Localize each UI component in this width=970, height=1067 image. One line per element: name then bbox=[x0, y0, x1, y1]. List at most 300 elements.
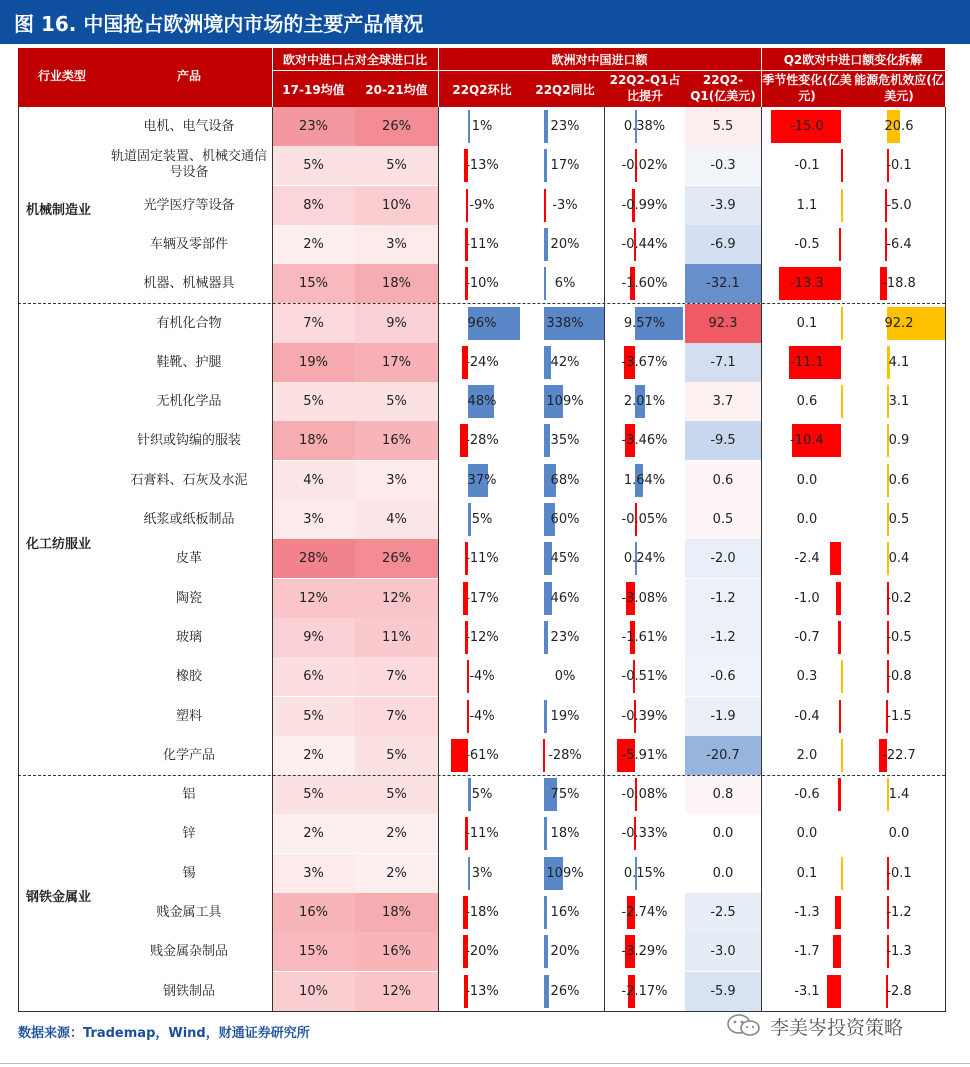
cell-season bbox=[761, 107, 853, 146]
cell-qoq bbox=[438, 972, 526, 1011]
cell-s1 bbox=[272, 893, 355, 932]
header-decomp-group: Q2欧对中进口额变化拆解 bbox=[783, 53, 923, 67]
season-value: 0.0 bbox=[796, 512, 818, 527]
header-share-2021: 20-21均值 bbox=[365, 83, 428, 97]
cell-s1 bbox=[272, 972, 355, 1011]
yoy-value: 23% bbox=[550, 119, 580, 134]
s2-value: 7% bbox=[386, 708, 407, 724]
energy-value: 20.6 bbox=[884, 119, 914, 134]
season-value: 0.1 bbox=[796, 865, 818, 881]
qoq-value: 3% bbox=[471, 865, 493, 881]
yoy-value: 26% bbox=[550, 983, 580, 999]
cell-s1 bbox=[272, 264, 355, 303]
qoq-value: -18% bbox=[465, 905, 499, 920]
cell-product bbox=[106, 343, 272, 382]
cell-product bbox=[106, 736, 272, 775]
qoq-value: -4% bbox=[469, 708, 495, 724]
cell-qoq bbox=[438, 697, 526, 736]
cell-diff bbox=[685, 697, 761, 736]
cell-qoq bbox=[438, 107, 526, 146]
product-value: 无机化学品 bbox=[156, 394, 222, 410]
yoy-value: 20% bbox=[550, 236, 580, 252]
s1-value: 5% bbox=[303, 708, 324, 724]
cell-s2 bbox=[355, 736, 438, 775]
s1-value: 10% bbox=[299, 983, 328, 999]
diff-value: 5.5 bbox=[712, 119, 734, 134]
cell-s2 bbox=[355, 500, 438, 539]
header-industry: 行业类型 bbox=[37, 69, 86, 83]
cell-qoq bbox=[438, 146, 526, 185]
table-row bbox=[18, 500, 945, 539]
cell-qoq bbox=[438, 343, 526, 382]
table-row bbox=[18, 657, 945, 696]
diff-value: -32.1 bbox=[706, 276, 740, 292]
table-body bbox=[18, 107, 945, 1011]
cell-season bbox=[761, 382, 853, 421]
cell-season bbox=[761, 657, 853, 696]
cell-yoy bbox=[526, 146, 604, 185]
industry-label-metals: 钢铁金属业 bbox=[26, 890, 92, 905]
product-value: 贱金属杂制品 bbox=[149, 944, 228, 960]
cell-diff bbox=[685, 736, 761, 775]
cell-sc bbox=[604, 814, 685, 853]
yoy-value: 6% bbox=[554, 276, 576, 292]
s1-value: 5% bbox=[303, 787, 324, 803]
energy-value: -2.8 bbox=[886, 983, 912, 999]
qoq-value: 37% bbox=[467, 472, 497, 488]
cell-season bbox=[761, 972, 853, 1011]
cell-diff bbox=[685, 146, 761, 185]
cell-yoy bbox=[526, 500, 604, 539]
s1-value: 3% bbox=[303, 512, 324, 527]
qoq-value: -24% bbox=[465, 354, 499, 370]
cell-s1 bbox=[272, 382, 355, 421]
diff-value: 0.6 bbox=[712, 472, 734, 488]
cell-s2 bbox=[355, 382, 438, 421]
sc-value: 1.64% bbox=[623, 472, 666, 488]
table-header bbox=[18, 48, 945, 107]
cell-s2 bbox=[355, 107, 438, 146]
cell-s2 bbox=[355, 618, 438, 657]
diff-value: 0.0 bbox=[712, 826, 734, 842]
table-row bbox=[18, 736, 945, 775]
table-row bbox=[18, 343, 945, 382]
cell-yoy bbox=[526, 657, 604, 696]
cell-qoq bbox=[438, 539, 526, 578]
cell-s1 bbox=[272, 814, 355, 853]
cell-product bbox=[106, 854, 272, 893]
wechat-icon bbox=[726, 1013, 762, 1037]
cell-yoy bbox=[526, 421, 604, 460]
s2-value: 17% bbox=[382, 354, 411, 370]
cell-energy bbox=[853, 657, 945, 696]
cell-energy bbox=[853, 343, 945, 382]
s1-value: 15% bbox=[299, 276, 328, 292]
table-row bbox=[18, 382, 945, 421]
cell-diff bbox=[685, 618, 761, 657]
energy-value: 3.1 bbox=[888, 394, 910, 410]
product-value: 陶瓷 bbox=[175, 590, 202, 606]
qoq-value: -28% bbox=[465, 433, 499, 449]
season-value: -11.1 bbox=[790, 354, 824, 370]
cell-s2 bbox=[355, 225, 438, 264]
cell-s1 bbox=[272, 618, 355, 657]
s1-value: 9% bbox=[303, 629, 324, 645]
season-value: -10.4 bbox=[790, 433, 824, 449]
sc-value: 2.01% bbox=[623, 394, 666, 410]
cell-sc bbox=[604, 304, 685, 343]
energy-value: -0.1 bbox=[886, 865, 912, 881]
product-value: 化学产品 bbox=[162, 747, 215, 763]
cell-qoq bbox=[438, 461, 526, 500]
product-value: 车辆及零部件 bbox=[149, 236, 228, 252]
cell-energy bbox=[853, 736, 945, 775]
yoy-value: 68% bbox=[550, 472, 580, 488]
cell-s2 bbox=[355, 186, 438, 225]
cell-yoy bbox=[526, 382, 604, 421]
season-value: 0.0 bbox=[796, 472, 818, 488]
season-value: 1.1 bbox=[796, 197, 818, 213]
cell-season bbox=[761, 697, 853, 736]
cell-s2 bbox=[355, 697, 438, 736]
cell-season bbox=[761, 304, 853, 343]
cell-sc bbox=[604, 932, 685, 971]
s1-value: 4% bbox=[303, 472, 324, 488]
qoq-value: -11% bbox=[465, 826, 499, 842]
table-row bbox=[18, 539, 945, 578]
cell-season bbox=[761, 264, 853, 303]
cell-product bbox=[106, 972, 272, 1011]
table-row bbox=[18, 697, 945, 736]
energy-value: -0.5 bbox=[886, 629, 912, 645]
s1-value: 18% bbox=[299, 433, 328, 449]
season-value: 0.3 bbox=[796, 669, 818, 685]
energy-value: 0.4 bbox=[888, 551, 910, 567]
s2-value: 12% bbox=[382, 590, 411, 606]
qoq-value: -20% bbox=[465, 944, 499, 960]
season-value: -15.0 bbox=[790, 119, 824, 134]
product-value: 石膏料、石灰及水泥 bbox=[130, 472, 248, 488]
season-value: -1.0 bbox=[794, 590, 820, 606]
energy-value: -1.3 bbox=[886, 944, 912, 960]
sc-value: -0.33% bbox=[621, 826, 668, 842]
sc-value: 0.38% bbox=[623, 119, 666, 134]
cell-diff bbox=[685, 264, 761, 303]
cell-yoy bbox=[526, 618, 604, 657]
table-row bbox=[18, 421, 945, 460]
diff-value: -2.0 bbox=[710, 551, 736, 567]
sc-value: -0.08% bbox=[621, 787, 668, 803]
cell-diff bbox=[685, 657, 761, 696]
cell-diff bbox=[685, 461, 761, 500]
energy-value: 0.5 bbox=[888, 512, 910, 527]
cell-qoq bbox=[438, 579, 526, 618]
diff-value: -0.6 bbox=[710, 669, 736, 685]
cell-yoy bbox=[526, 893, 604, 932]
cell-energy bbox=[853, 461, 945, 500]
cell-season bbox=[761, 814, 853, 853]
cell-s1 bbox=[272, 107, 355, 146]
diff-value: -9.5 bbox=[710, 433, 736, 449]
qoq-value: 48% bbox=[467, 394, 497, 410]
cell-s1 bbox=[272, 225, 355, 264]
cell-diff bbox=[685, 814, 761, 853]
s2-value: 12% bbox=[382, 983, 411, 999]
cell-product bbox=[106, 304, 272, 343]
season-value: -0.1 bbox=[794, 158, 820, 174]
cell-sc bbox=[604, 186, 685, 225]
cell-sc bbox=[604, 264, 685, 303]
product-value: 橡胶 bbox=[175, 669, 202, 685]
cell-diff bbox=[685, 225, 761, 264]
cell-sc bbox=[604, 225, 685, 264]
season-value: -1.7 bbox=[794, 944, 820, 960]
cell-energy bbox=[853, 186, 945, 225]
cell-s1 bbox=[272, 579, 355, 618]
product-value: 皮革 bbox=[175, 551, 202, 567]
sc-value: -1.61% bbox=[621, 629, 668, 645]
cell-season bbox=[761, 854, 853, 893]
yoy-value: 42% bbox=[550, 354, 580, 370]
cell-product bbox=[106, 264, 272, 303]
cell-qoq bbox=[438, 618, 526, 657]
cell-product bbox=[106, 225, 272, 264]
cell-season bbox=[761, 421, 853, 460]
cell-sc bbox=[604, 972, 685, 1011]
cell-s2 bbox=[355, 814, 438, 853]
s2-value: 9% bbox=[386, 315, 407, 331]
cell-energy bbox=[853, 579, 945, 618]
cell-diff bbox=[685, 343, 761, 382]
qoq-value: 5% bbox=[471, 512, 493, 527]
sc-value: 0.15% bbox=[623, 865, 666, 881]
cell-product bbox=[106, 107, 272, 146]
cell-diff bbox=[685, 382, 761, 421]
s2-value: 5% bbox=[386, 394, 407, 410]
sc-value: -0.51% bbox=[621, 669, 668, 685]
product-value: 轨道固定装置、机械交通信号设备 bbox=[110, 149, 267, 181]
cell-s2 bbox=[355, 893, 438, 932]
cell-s1 bbox=[272, 421, 355, 460]
cell-qoq bbox=[438, 893, 526, 932]
cell-energy bbox=[853, 264, 945, 303]
cell-product bbox=[106, 539, 272, 578]
cell-s1 bbox=[272, 500, 355, 539]
cell-qoq bbox=[438, 814, 526, 853]
header-season: 季节性变化(亿美元) bbox=[762, 73, 852, 103]
cell-yoy bbox=[526, 697, 604, 736]
cell-season bbox=[761, 146, 853, 185]
cell-season bbox=[761, 343, 853, 382]
cell-s2 bbox=[355, 304, 438, 343]
s2-value: 5% bbox=[386, 747, 407, 763]
cell-diff bbox=[685, 579, 761, 618]
cell-product bbox=[106, 500, 272, 539]
s1-value: 5% bbox=[303, 158, 324, 174]
cell-yoy bbox=[526, 461, 604, 500]
qoq-value: -11% bbox=[465, 551, 499, 567]
product-value: 针织或钩编的服装 bbox=[136, 433, 241, 449]
header-import-group: 欧洲对中国进口额 bbox=[551, 53, 648, 67]
season-value: 0.1 bbox=[796, 315, 818, 331]
cell-yoy bbox=[526, 225, 604, 264]
cell-yoy bbox=[526, 932, 604, 971]
cell-energy bbox=[853, 421, 945, 460]
cell-yoy bbox=[526, 814, 604, 853]
s2-value: 10% bbox=[382, 197, 411, 213]
cell-s1 bbox=[272, 657, 355, 696]
cell-sc bbox=[604, 736, 685, 775]
cell-diff bbox=[685, 107, 761, 146]
season-value: -0.7 bbox=[794, 629, 820, 645]
cell-sc bbox=[604, 146, 685, 185]
yoy-value: 45% bbox=[550, 551, 580, 567]
cell-qoq bbox=[438, 775, 526, 814]
s2-value: 2% bbox=[386, 826, 407, 842]
industry-label-machinery: 机械制造业 bbox=[26, 203, 92, 218]
cell-s2 bbox=[355, 343, 438, 382]
product-value: 电机、电气设备 bbox=[143, 119, 235, 134]
s1-value: 16% bbox=[299, 905, 328, 920]
cell-s1 bbox=[272, 461, 355, 500]
energy-value: 92.2 bbox=[884, 315, 914, 331]
table-row bbox=[18, 854, 945, 893]
s2-value: 18% bbox=[382, 276, 411, 292]
header-share-change: 22Q2-Q1占比提升 bbox=[609, 73, 681, 103]
yoy-value: 46% bbox=[550, 590, 580, 606]
table-row bbox=[18, 775, 945, 814]
diff-value: -3.9 bbox=[710, 197, 736, 213]
energy-value: -18.8 bbox=[882, 276, 916, 292]
cell-sc bbox=[604, 539, 685, 578]
cell-diff bbox=[685, 893, 761, 932]
sc-value: -3.67% bbox=[621, 354, 668, 370]
cell-qoq bbox=[438, 932, 526, 971]
cell-s2 bbox=[355, 461, 438, 500]
diff-value: -0.3 bbox=[710, 158, 736, 174]
cell-qoq bbox=[438, 225, 526, 264]
cell-qoq bbox=[438, 736, 526, 775]
cell-diff bbox=[685, 186, 761, 225]
energy-value: -0.1 bbox=[886, 158, 912, 174]
yoy-value: 35% bbox=[550, 433, 580, 449]
season-value: -0.4 bbox=[794, 708, 820, 724]
cell-energy bbox=[853, 539, 945, 578]
product-value: 锌 bbox=[182, 826, 196, 842]
cell-s1 bbox=[272, 343, 355, 382]
season-value: -1.3 bbox=[794, 905, 820, 920]
qoq-value: -11% bbox=[465, 236, 499, 252]
sc-value: -2.17% bbox=[621, 983, 668, 999]
qoq-value: -13% bbox=[465, 983, 499, 999]
cell-energy bbox=[853, 775, 945, 814]
s1-value: 7% bbox=[303, 315, 324, 331]
s1-value: 8% bbox=[303, 197, 324, 213]
yoy-value: 20% bbox=[550, 944, 580, 960]
cell-sc bbox=[604, 893, 685, 932]
cell-sc bbox=[604, 500, 685, 539]
cell-qoq bbox=[438, 382, 526, 421]
diff-value: -7.1 bbox=[710, 354, 736, 370]
season-value: -2.4 bbox=[794, 551, 820, 567]
energy-value: 0.0 bbox=[888, 826, 910, 842]
energy-value: -5.0 bbox=[886, 197, 912, 213]
product-value: 玻璃 bbox=[175, 629, 202, 645]
cell-energy bbox=[853, 382, 945, 421]
cell-product bbox=[106, 382, 272, 421]
cell-product bbox=[106, 775, 272, 814]
cell-qoq bbox=[438, 186, 526, 225]
product-value: 贱金属工具 bbox=[156, 905, 222, 920]
sc-value: -1.60% bbox=[621, 276, 668, 292]
cell-energy bbox=[853, 304, 945, 343]
cell-qoq bbox=[438, 421, 526, 460]
yoy-value: 18% bbox=[550, 826, 580, 842]
header-energy: 能源危机效应(亿美元) bbox=[854, 73, 944, 103]
table-row bbox=[18, 814, 945, 853]
sc-value: -3.46% bbox=[621, 433, 668, 449]
cell-sc bbox=[604, 697, 685, 736]
cell-product bbox=[106, 186, 272, 225]
cell-diff bbox=[685, 500, 761, 539]
cell-s2 bbox=[355, 932, 438, 971]
s1-value: 6% bbox=[303, 669, 324, 685]
sc-value: 9.57% bbox=[623, 315, 666, 331]
cell-season bbox=[761, 618, 853, 657]
diff-value: -2.5 bbox=[710, 905, 736, 920]
cell-product bbox=[106, 618, 272, 657]
energy-value: -0.8 bbox=[886, 669, 912, 685]
cell-qoq bbox=[438, 500, 526, 539]
energy-value: -1.5 bbox=[886, 708, 912, 724]
s1-value: 3% bbox=[303, 865, 324, 881]
cell-diff bbox=[685, 304, 761, 343]
cell-energy bbox=[853, 972, 945, 1011]
season-value: -13.3 bbox=[790, 276, 824, 292]
cell-season bbox=[761, 461, 853, 500]
sc-value: -5.91% bbox=[621, 747, 668, 763]
cell-season bbox=[761, 736, 853, 775]
header-product: 产品 bbox=[176, 69, 201, 83]
energy-value: -1.2 bbox=[886, 905, 912, 920]
sc-value: -0.99% bbox=[621, 197, 668, 213]
diff-value: 92.3 bbox=[708, 315, 738, 331]
table-row bbox=[18, 146, 945, 185]
cell-energy bbox=[853, 107, 945, 146]
cell-s1 bbox=[272, 775, 355, 814]
yoy-value: 109% bbox=[546, 865, 584, 881]
product-value: 钢铁制品 bbox=[162, 983, 215, 999]
s1-value: 2% bbox=[303, 747, 324, 763]
cell-product bbox=[106, 932, 272, 971]
yoy-value: -3% bbox=[552, 197, 578, 213]
cell-diff bbox=[685, 539, 761, 578]
cell-energy bbox=[853, 814, 945, 853]
table-row bbox=[18, 107, 945, 146]
cell-s2 bbox=[355, 775, 438, 814]
yoy-value: 17% bbox=[550, 158, 580, 174]
cell-qoq bbox=[438, 264, 526, 303]
cell-sc bbox=[604, 579, 685, 618]
table-row bbox=[18, 618, 945, 657]
cell-yoy bbox=[526, 775, 604, 814]
product-value: 塑料 bbox=[175, 708, 202, 724]
diff-value: -6.9 bbox=[710, 236, 736, 252]
cell-yoy bbox=[526, 186, 604, 225]
cell-energy bbox=[853, 893, 945, 932]
product-value: 纸浆或纸板制品 bbox=[143, 512, 235, 527]
product-value: 光学医疗等设备 bbox=[143, 197, 235, 213]
